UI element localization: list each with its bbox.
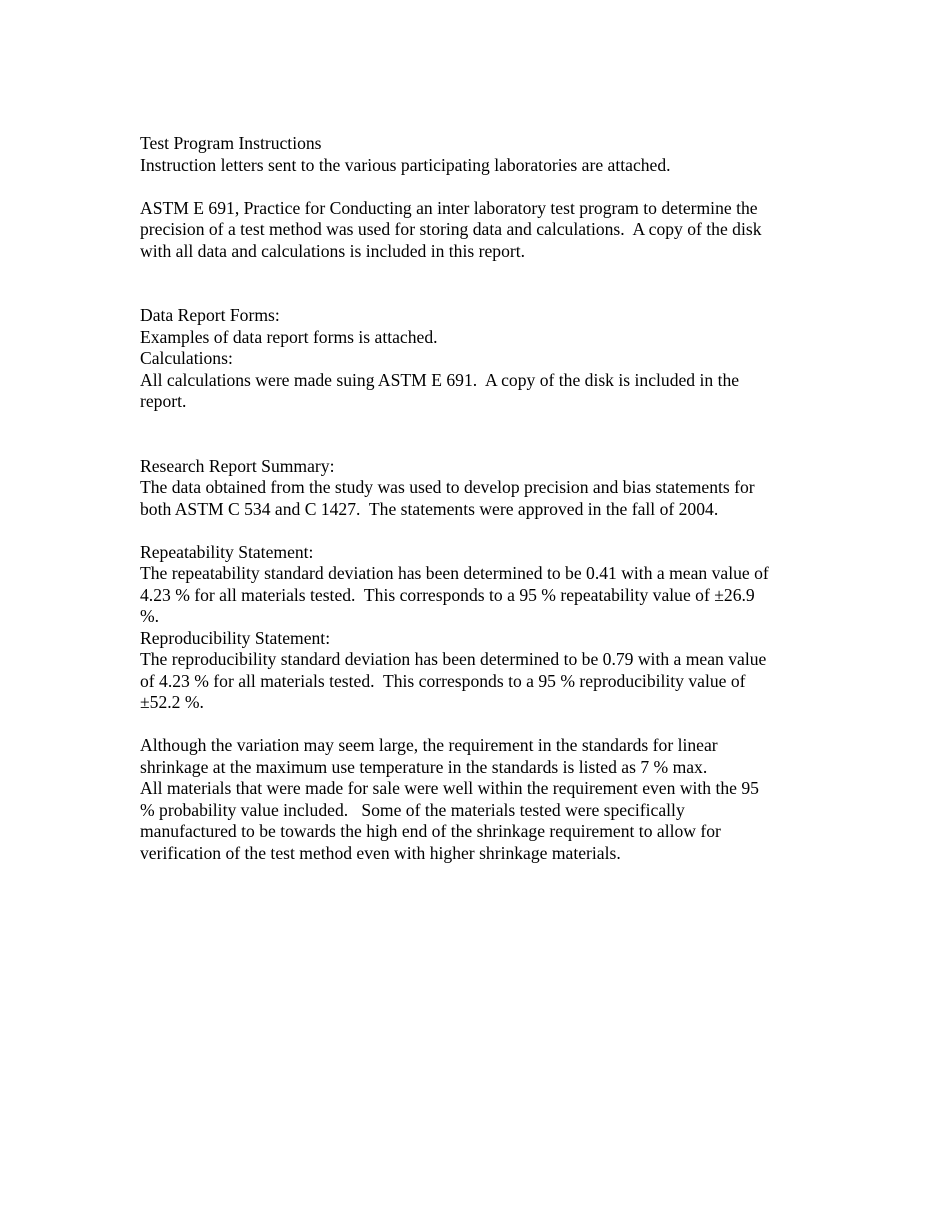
summary-line: The data obtained from the study was used to develop precision and bias statements for — [140, 477, 755, 497]
calculations-line: report. — [140, 391, 187, 411]
repeatability-line: 4.23 % for all materials tested. This corresponds to a 95 % repeatability value of ±26.9 — [140, 584, 755, 605]
spacer — [140, 413, 820, 456]
summary-section — [140, 456, 820, 521]
conclusion-line: verification of the test method even with higher shrinkage materials. — [140, 842, 621, 863]
test-program-heading: Test Program Instructions — [140, 133, 322, 153]
repeatability-line: %. — [140, 606, 160, 626]
astm-section — [140, 198, 820, 263]
calculations-section — [140, 348, 820, 413]
test-program-section — [140, 133, 820, 176]
astm-line: with all data and calculations is included in this report. — [140, 240, 526, 261]
data-report-line: Examples of data report forms is attached. — [140, 326, 438, 347]
document-page — [140, 133, 820, 864]
spacer — [140, 176, 820, 198]
calculations-line: All calculations were made suing ASTM E 691. A copy of the disk is included in the — [140, 369, 740, 390]
reproducibility-line: of 4.23 % for all materials tested. This corresponds to a 95 % reproducibility value of — [140, 670, 746, 691]
repeatability-line: The repeatability standard deviation has been determined to be 0.41 with a mean value of — [140, 563, 769, 583]
calculations-heading: Calculations: — [140, 348, 233, 368]
spacer — [140, 714, 820, 736]
astm-line: ASTM E 691, Practice for Conducting an inter laboratory test program to determine the — [140, 197, 758, 218]
spacer — [140, 262, 820, 305]
spacer — [140, 520, 820, 542]
data-report-section — [140, 305, 820, 348]
conclusion-line: Although the variation may seem large, the requirement in the standards for linear — [140, 735, 718, 755]
reproducibility-line: ±52.2 %. — [140, 692, 204, 712]
summary-line: both ASTM C 534 and C 1427. The statements were approved in the fall of 2004. — [140, 498, 719, 519]
astm-line: precision of a test method was used for storing data and calculations. A copy of the disk — [140, 219, 762, 239]
test-program-line: Instruction letters sent to the various participating laboratories are attached. — [140, 154, 671, 175]
reproducibility-heading: Reproducibility Statement: — [140, 627, 331, 648]
conclusion-section — [140, 735, 820, 864]
conclusion-line: All materials that were made for sale were well within the requirement even with the 95 — [140, 778, 759, 798]
reproducibility-section — [140, 628, 820, 714]
conclusion-line: % probability value included. Some of the materials tested were specifically — [140, 799, 685, 820]
repeatability-heading: Repeatability Statement: — [140, 541, 314, 562]
conclusion-line: manufactured to be towards the high end of the shrinkage requirement to allow for — [140, 821, 721, 841]
reproducibility-line: The reproducibility standard deviation has been determined to be 0.79 with a mean value — [140, 649, 767, 669]
data-report-heading: Data Report Forms: — [140, 305, 280, 325]
conclusion-line: shrinkage at the maximum use temperature in the standards is listed as 7 % max. — [140, 756, 708, 777]
summary-heading: Research Report Summary: — [140, 455, 335, 476]
repeatability-section — [140, 542, 820, 628]
